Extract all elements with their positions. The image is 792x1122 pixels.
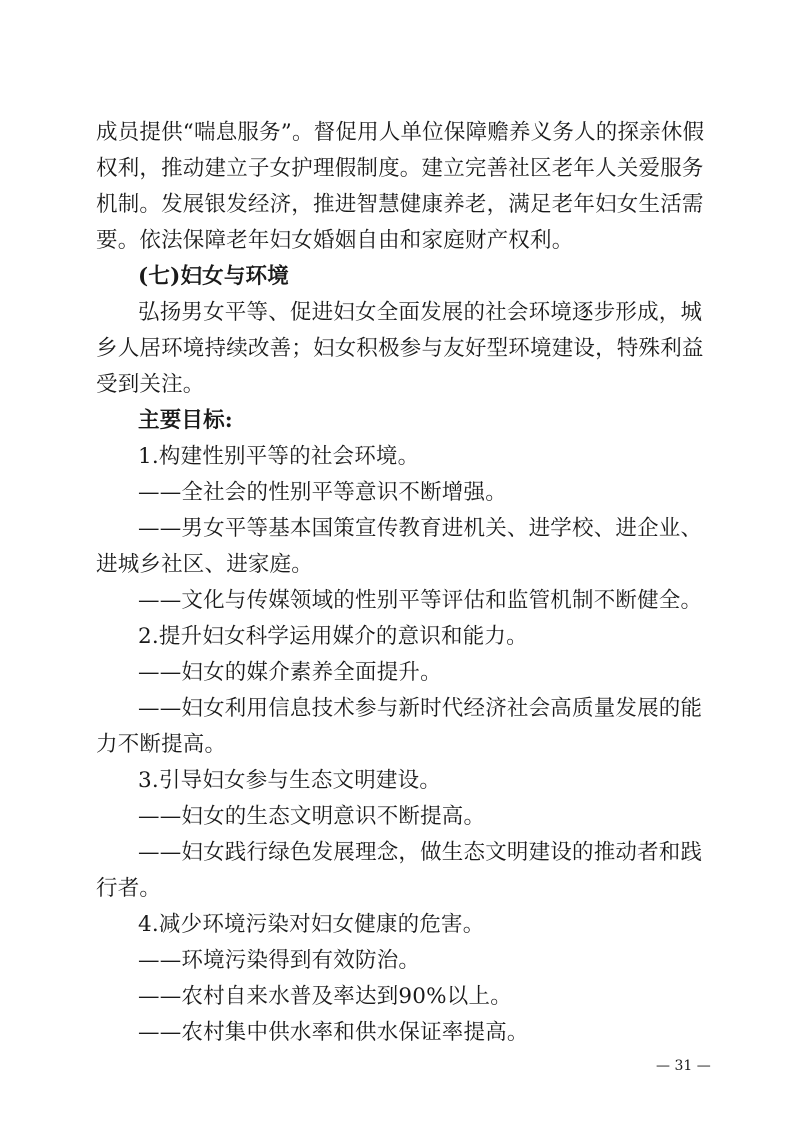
goal-3-item-2: ——妇女践行绿色发展理念，做生态文明建设的推动者和践 bbox=[138, 840, 703, 865]
goal-1-item-2-cont: 进城乡社区、进家庭。 bbox=[96, 552, 314, 577]
goal-3: 3.引导妇女参与生态文明建设。 bbox=[138, 768, 442, 793]
page-number: — 31 — bbox=[656, 1058, 711, 1074]
goal-1-item-3: ——文化与传媒领域的性别平等评估和监管机制不断健全。 bbox=[138, 588, 703, 613]
goal-2-item-2: ——妇女利用信息技术参与新时代经济社会高质量发展的能 bbox=[138, 696, 703, 721]
goal-1-item-1: ——全社会的性别平等意识不断增强。 bbox=[138, 480, 507, 505]
goal-1: 1.构建性别平等的社会环境。 bbox=[138, 444, 420, 469]
goal-2: 2.提升妇女科学运用媒介的意识和能力。 bbox=[138, 624, 528, 649]
goal-4-item-2: ——农村自来水普及率达到90%以上。 bbox=[138, 984, 512, 1009]
body-line-8: 受到关注。 bbox=[96, 372, 205, 397]
goal-1-item-2: ——男女平等基本国策宣传教育进机关、进学校、进企业、 bbox=[138, 516, 703, 541]
body-line-3: 机制。发展银发经济，推进智慧健康养老，满足老年妇女生活需 bbox=[96, 192, 704, 217]
goal-2-item-1: ——妇女的媒介素养全面提升。 bbox=[138, 660, 442, 685]
subheading-main-goals: 主要目标: bbox=[138, 408, 233, 433]
goal-2-item-2-cont: 力不断提高。 bbox=[96, 732, 227, 757]
body-line-1: 成员提供“喘息服务”。督促用人单位保障赡养义务人的探亲休假 bbox=[96, 120, 705, 145]
goal-4: 4.减少环境污染对妇女健康的危害。 bbox=[138, 912, 485, 937]
goal-3-item-1: ——妇女的生态文明意识不断提高。 bbox=[138, 804, 486, 829]
body-line-6: 弘扬男女平等、促进妇女全面发展的社会环境逐步形成，城 bbox=[138, 300, 703, 325]
section-heading: (七)妇女与环境 bbox=[138, 264, 289, 289]
goal-4-item-1: ——环境污染得到有效防治。 bbox=[138, 948, 421, 973]
body-line-2: 权利，推动建立子女护理假制度。建立完善社区老年人关爱服务 bbox=[96, 156, 704, 181]
body-line-4: 要。依法保障老年妇女婚姻自由和家庭财产权利。 bbox=[96, 228, 574, 253]
goal-3-item-2-cont: 行者。 bbox=[96, 876, 162, 901]
body-line-7: 乡人居环境持续改善；妇女积极参与友好型环境建设，特殊利益 bbox=[96, 336, 704, 361]
goal-4-item-3: ——农村集中供水率和供水保证率提高。 bbox=[138, 1020, 529, 1045]
